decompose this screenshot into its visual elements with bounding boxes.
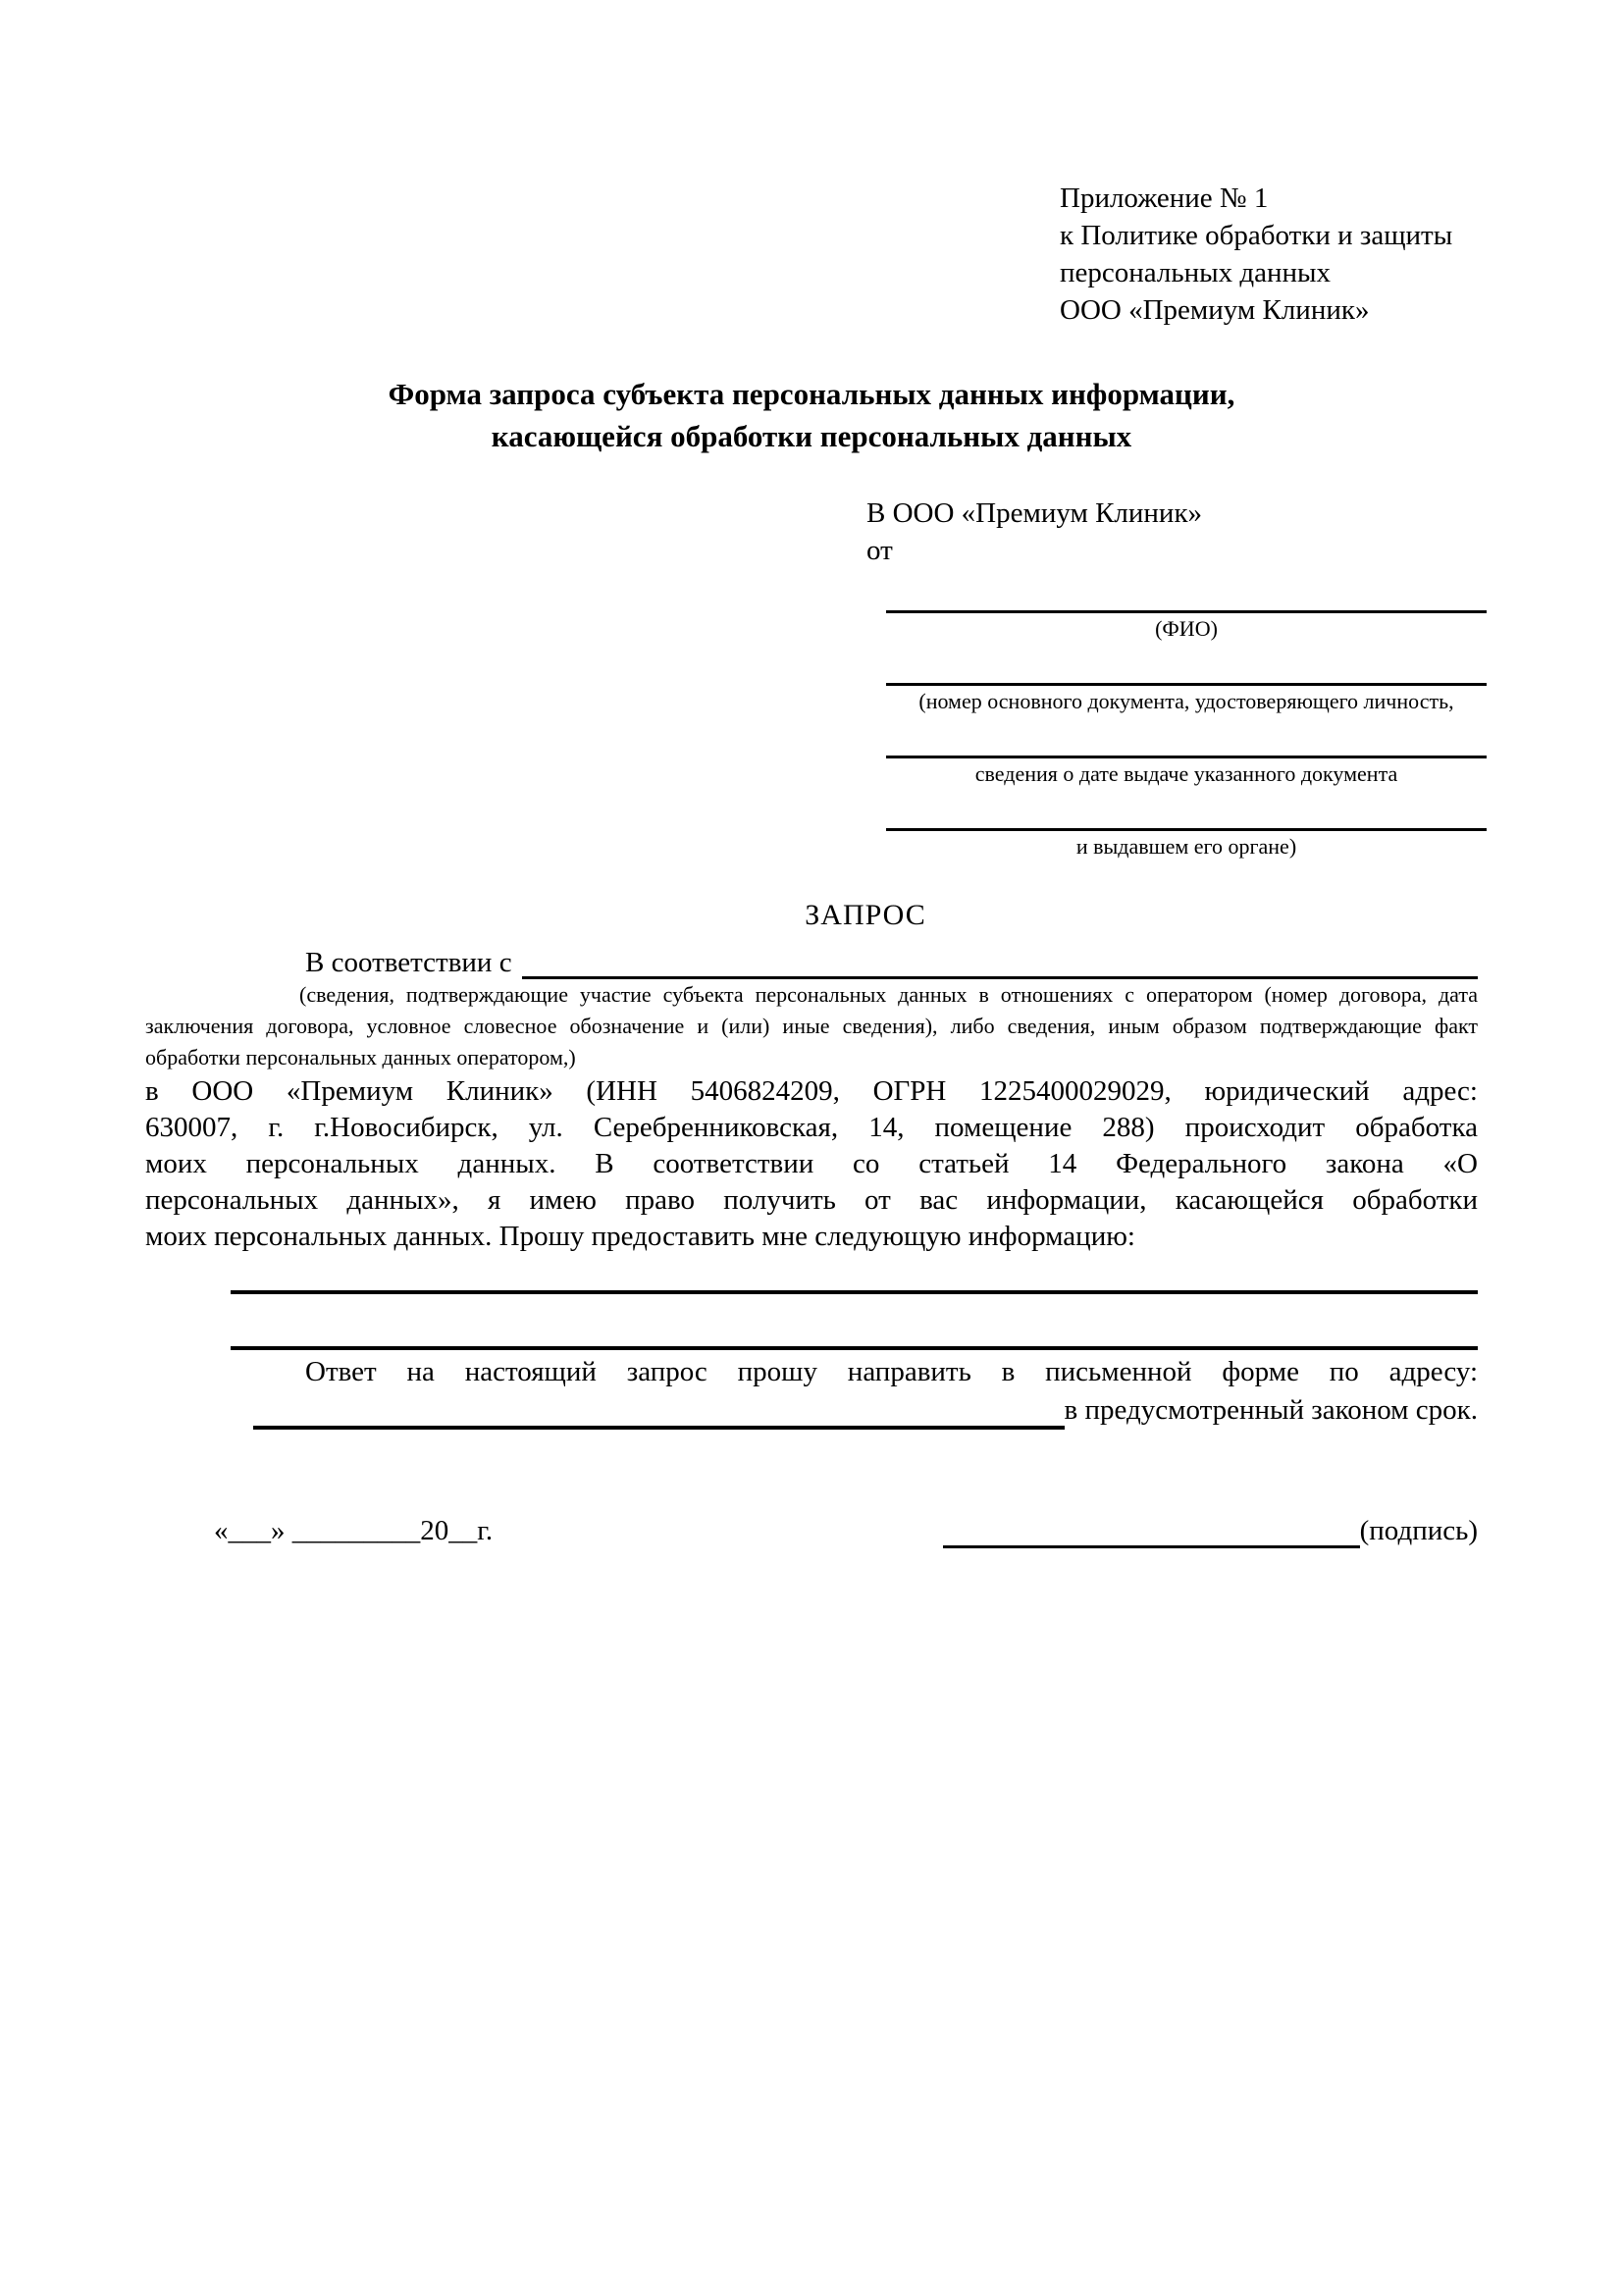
annex-line: ООО «Премиум Клиник» — [1060, 294, 1370, 326]
fio-field — [886, 583, 1487, 642]
document-title — [145, 373, 1478, 457]
body-paragraph — [145, 1073, 1478, 1255]
annex-block — [1060, 180, 1478, 329]
document-title-line-2: касающейся обработки персональных данных — [491, 419, 1132, 453]
body-line-2: 630007, г. г.Новосибирск, ул. Серебренниковская, 14, помещение 288) происходит обработка — [145, 1112, 1478, 1143]
issuer-field-line — [886, 801, 1487, 831]
intro-row — [145, 946, 1478, 979]
reply-row — [253, 1390, 1478, 1430]
issue-date-caption: сведения о дате выдаче указанного документа — [974, 761, 1398, 786]
info-blank-line-2 — [231, 1294, 1478, 1350]
note-line-1: (сведения, подтверждающие участие субъекта персональных данных в отношениях с оператором (номер договора, дата — [299, 982, 1478, 1007]
address-blank-line — [253, 1392, 1065, 1430]
doc-number-field — [886, 655, 1487, 714]
addressee-block — [866, 495, 1487, 860]
annex-line: к Политике обработки и защиты — [1060, 220, 1453, 251]
doc-number-caption: (номер основного документа, удостоверяющего личность, — [918, 689, 1454, 713]
note-line-3: обработки персональных данных оператором,) — [145, 1045, 576, 1070]
body-line-5: моих персональных данных. Прошу предоставить мне следующую информацию: — [145, 1221, 1135, 1252]
body-line-4: персональных данных», я имею право получить от вас информации, касающейся обработки — [145, 1184, 1478, 1216]
issuer-caption: и выдавшем его органе) — [1075, 834, 1297, 859]
intro-blank-line — [522, 947, 1478, 979]
note-line-2: заключения договора, условное словесное обозначение и (или) иные сведения), либо сведения, иным образом подтверждающие факт — [145, 1014, 1478, 1038]
fio-caption: (ФИО) — [1155, 616, 1218, 641]
signature-group — [943, 1513, 1478, 1548]
request-heading: ЗАПРОС — [805, 899, 926, 931]
issue-date-field-line — [886, 728, 1487, 758]
fio-field-line — [886, 583, 1487, 613]
document-title-line-1: Форма запроса субъекта персональных данных информации, — [388, 377, 1235, 411]
reply-tail: в предусмотренный законом срок. — [1064, 1394, 1478, 1426]
doc-number-field-line — [886, 655, 1487, 686]
issuer-field — [886, 801, 1487, 860]
note-block — [145, 979, 1478, 1073]
body-line-1: в ООО «Премиум Клиник» (ИНН 5406824209, ОГРН 1225400029029, юридический адрес: — [145, 1075, 1478, 1107]
signature-line — [943, 1516, 1360, 1548]
annex-line: Приложение № 1 — [1060, 183, 1269, 214]
body-line-3: моих персональных данных. В соответствии со статьей 14 Федерального закона «О — [145, 1148, 1478, 1179]
date-line: «___» _________20__г. — [214, 1515, 494, 1546]
issue-date-field — [886, 728, 1487, 787]
addressee-org: В ООО «Премиум Клиник» — [866, 497, 1203, 529]
intro-label: В соответствии с — [305, 947, 512, 978]
signature-caption: (подпись) — [1359, 1515, 1478, 1546]
info-blank-line-1 — [231, 1255, 1478, 1294]
annex-line: персональных данных — [1060, 257, 1332, 288]
addressee-from-label: от — [866, 535, 893, 566]
reply-line-1: Ответ на настоящий запрос прошу направить в письменной форме по адресу: — [305, 1356, 1478, 1387]
footer-row — [145, 1513, 1478, 1548]
